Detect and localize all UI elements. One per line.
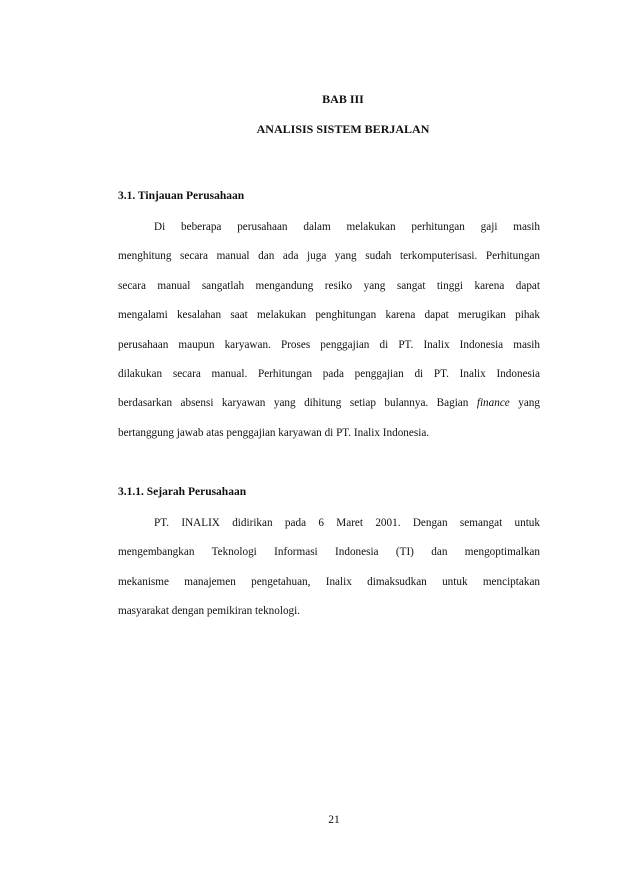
chapter-number: BAB III xyxy=(322,92,364,106)
paragraph-tinjauan xyxy=(118,213,540,448)
section-heading-tinjauan: 3.1. Tinjauan Perusahaan xyxy=(118,190,245,202)
paragraph-line: menghitung secara manual dan ada juga yang sudah terkomputerisasi. Perhitungan xyxy=(118,250,540,263)
paragraph-line: Di beberapa perusahaan dalam melakukan perhitungan gaji masih xyxy=(154,221,540,233)
paragraph-line: mekanisme manajemen pengetahuan, Inalix dimaksudkan untuk menciptakan xyxy=(118,575,540,588)
paragraph-line: masyarakat dengan pemikiran teknologi. xyxy=(118,605,301,618)
line-tail: yang xyxy=(518,397,540,410)
page-number: 21 xyxy=(328,814,340,826)
section-heading-sejarah: 3.1.1. Sejarah Perusahaan xyxy=(118,486,247,498)
paragraph-line: mengalami kesalahan saat melakukan penghitungan karena dapat merugikan pihak xyxy=(118,309,540,322)
chapter-title: ANALISIS SISTEM BERJALAN xyxy=(256,122,430,136)
paragraph-line: bertanggung jawab atas penggajian karyawan di PT. Inalix Indonesia. xyxy=(118,426,430,439)
paragraph-line-with-emphasis xyxy=(118,389,540,418)
paragraph-line: dilakukan secara manual. Perhitungan pada penggajian di PT. Inalix Indonesia xyxy=(118,368,540,381)
emphasis-finance: finance xyxy=(476,397,510,410)
paragraph-line: secara manual sangatlah mengandung resiko yang sangat tinggi karena dapat xyxy=(118,279,540,292)
paragraph-line: perusahaan maupun karyawan. Proses penggajian di PT. Inalix Indonesia masih xyxy=(118,338,540,351)
paragraph-line: mengembangkan Teknologi Informasi Indonesia (TI) dan mengoptimalkan xyxy=(118,546,540,559)
paragraph-line: PT. INALIX didirikan pada 6 Maret 2001. Dengan semangat untuk xyxy=(154,517,540,529)
paragraph-sejarah xyxy=(118,509,540,627)
line-text: berdasarkan absensi karyawan yang dihitung setiap bulannya. Bagian xyxy=(118,397,469,410)
